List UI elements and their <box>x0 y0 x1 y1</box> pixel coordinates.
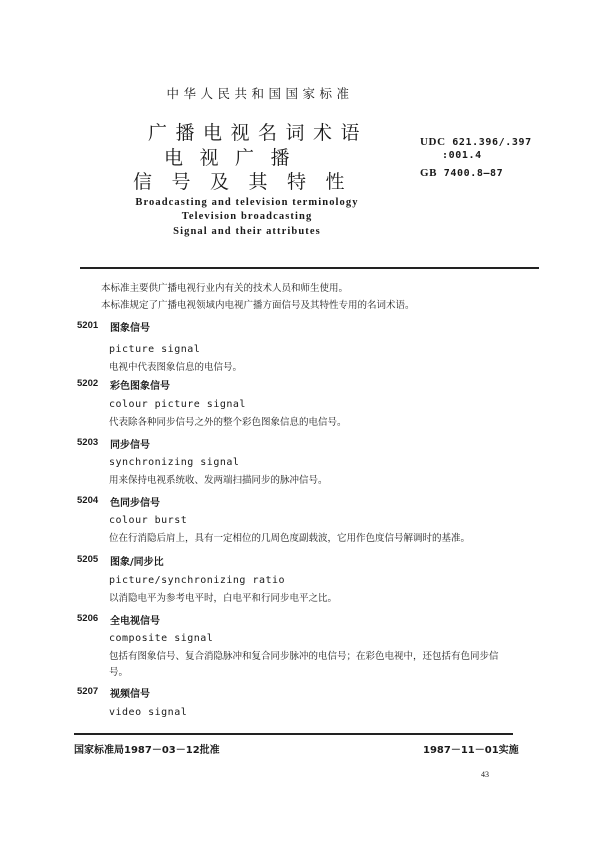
term-cn: 色同步信号 <box>110 498 160 509</box>
term-definition: 代表除各种同步信号之外的整个彩色图象信息的电信号。 <box>109 417 347 428</box>
gb-value: 7400.8—87 <box>443 168 504 179</box>
term-en: synchronizing signal <box>109 457 240 468</box>
term-number: 5202 <box>77 378 99 389</box>
term-en: colour picture signal <box>109 399 246 410</box>
term-cn: 视频信号 <box>110 689 150 700</box>
gb-code <box>420 167 503 179</box>
udc-value: 621.396/.397 <box>452 137 532 148</box>
issuing-organization: 中华人民共和国国家标准 <box>166 86 354 101</box>
term-number: 5205 <box>77 554 99 565</box>
term-definition-continued: 号。 <box>109 667 129 678</box>
udc-label: UDC <box>420 136 446 148</box>
title-en-line-2: Television broadcasting <box>181 211 313 222</box>
term-number: 5203 <box>77 437 99 448</box>
title-cn-line-1: 广播电视名词术语 <box>148 122 369 144</box>
effective-date: 1987－11－01实施 <box>423 745 519 756</box>
intro-paragraph-2: 本标准规定了广播电视领域内电视广播方面信号及其特性专用的名词术语。 <box>101 300 415 311</box>
approval-date: 国家标准局1987－03－12批准 <box>74 745 220 756</box>
term-number: 5206 <box>77 613 99 624</box>
term-definition: 电视中代表图象信息的电信号。 <box>109 362 243 373</box>
term-cn: 图象/同步比 <box>110 557 164 568</box>
udc-code <box>420 136 532 148</box>
term-number: 5201 <box>77 320 99 331</box>
bottom-divider <box>74 733 513 735</box>
term-cn: 全电视信号 <box>110 616 160 627</box>
title-en-line-3: Signal and their attributes <box>173 226 321 237</box>
term-definition: 位在行消隐后肩上，具有一定相位的几周色度副载波，它用作色度信号解调时的基准。 <box>109 533 471 544</box>
term-number: 5204 <box>77 495 99 506</box>
term-definition: 用来保持电视系统收、发两端扫描同步的脉冲信号。 <box>109 475 328 486</box>
term-number: 5207 <box>77 686 99 697</box>
term-en: composite signal <box>109 633 214 644</box>
term-cn: 彩色图象信号 <box>110 381 170 392</box>
title-cn-line-2: 电视广播 <box>164 147 307 169</box>
title-en-line-1: Broadcasting and television terminology <box>135 197 359 208</box>
udc-value-2: :001.4 <box>442 150 482 161</box>
term-cn: 同步信号 <box>110 440 150 451</box>
term-definition: 以消隐电平为参考电平时，白电平和行同步电平之比。 <box>109 593 338 604</box>
intro-paragraph-1: 本标准主要供广播电视行业内有关的技术人员和师生使用。 <box>101 283 349 294</box>
page-number: 43 <box>481 770 489 779</box>
term-cn: 图象信号 <box>110 323 150 334</box>
term-definition: 包括有图象信号、复合消隐脉冲和复合同步脉冲的电信号；在彩色电视中，还包括有色同步信 <box>109 651 499 662</box>
gb-label: GB <box>420 167 438 179</box>
term-en: picture signal <box>109 344 201 355</box>
term-en: video signal <box>109 707 188 718</box>
title-cn-line-3: 信号及其特性 <box>133 171 365 193</box>
top-divider <box>80 267 539 269</box>
term-en: picture/synchronizing ratio <box>109 575 286 586</box>
term-en: colour burst <box>109 515 188 526</box>
